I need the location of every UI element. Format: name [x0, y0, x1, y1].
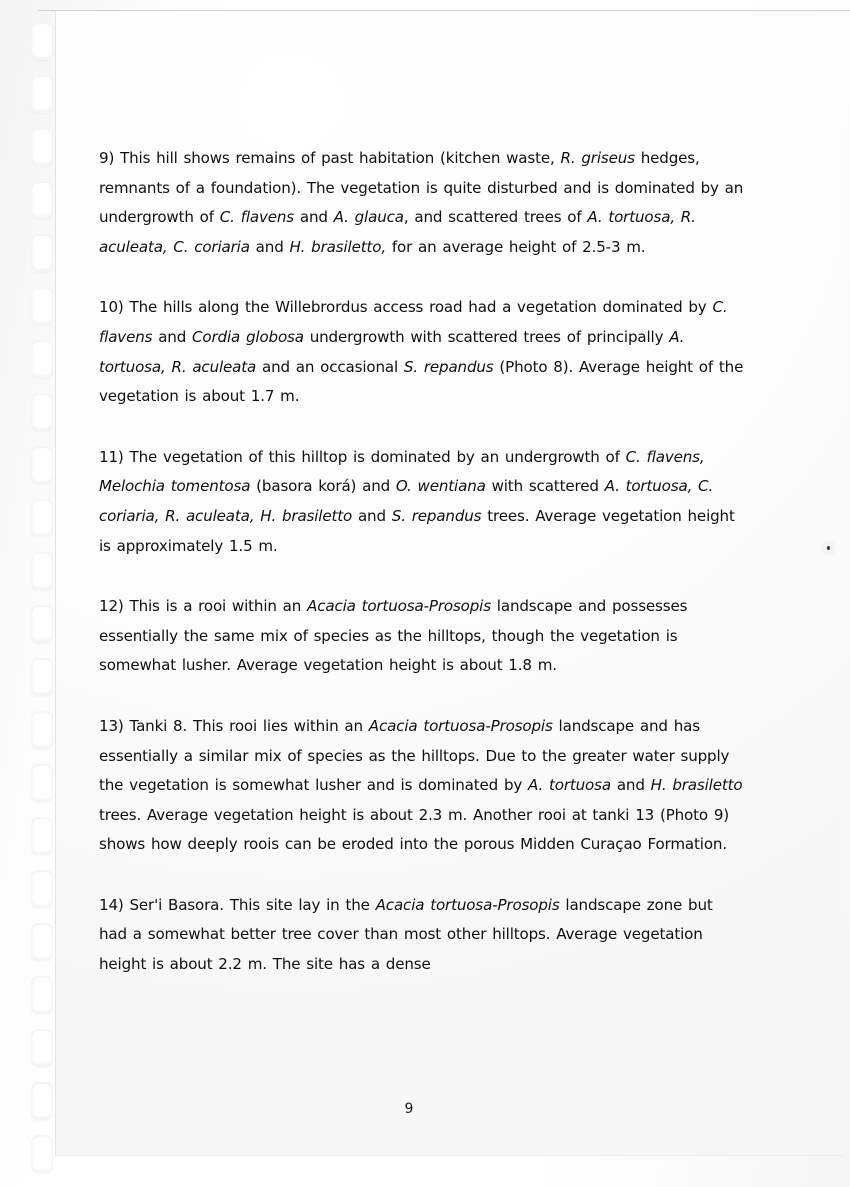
binding-punch-hole — [31, 711, 53, 749]
document-paragraph: 12) This is a rooi within an Acacia tortuosa-Prosopis landscape and possesses essentially the same mix of species as the hilltops, though the vegetation is somewhat lusher. Average vegetation height is about 1.8 m. — [99, 597, 688, 675]
binding-punch-hole — [31, 870, 53, 908]
binding-punch-hole — [31, 1135, 53, 1173]
page-number: 9 — [404, 1101, 414, 1117]
document-text-body — [99, 144, 744, 980]
binding-punch-hole — [31, 446, 53, 484]
binding-punch-hole — [31, 393, 53, 431]
binding-punch-hole — [31, 287, 53, 325]
binding-punch-hole — [31, 128, 53, 166]
binding-punch-hole — [31, 658, 53, 696]
sheet-bottom-edge — [55, 1155, 845, 1156]
binding-punch-hole — [31, 499, 53, 537]
document-paragraph: 14) Ser'i Basora. This site lay in the Acacia tortuosa-Prosopis landscape zone but had a somewhat better tree cover than most other hilltops. Average vegetation height is about 2.2 m. The site has a dense — [99, 895, 713, 974]
binding-punch-hole — [31, 976, 53, 1014]
binding-punch-hole — [31, 817, 53, 855]
binding-punch-hole — [31, 552, 53, 590]
scan-artifact-speck — [827, 546, 830, 550]
binding-punch-hole — [31, 22, 53, 60]
document-paragraph: 10) The hills along the Willebrordus access road had a vegetation dominated by C. flavens and Cordia globosa undergrowth with scattered trees of principally A. tortuosa, R. aculeata and an occasional S. repandus (Photo 8). Average height of the vegetation is about 1.7 m. — [99, 298, 744, 406]
binding-punch-hole — [31, 75, 53, 113]
binding-punch-hole — [31, 234, 53, 272]
binding-punch-hole — [31, 181, 53, 219]
document-paragraph: 11) The vegetation of this hilltop is dominated by an undergrowth of C. flavens, Melochia tomentosa (basora korá) and O. wentiana with scattered A. tortuosa, C. coriaria, R. aculeata, H. brasiletto and S. repandus trees. Average vegetation height is approximately 1.5 m. — [99, 447, 735, 555]
comb-binding-holes — [0, 0, 58, 1187]
binding-punch-hole — [31, 605, 53, 643]
binding-punch-hole — [31, 923, 53, 961]
document-paragraph: 9) This hill shows remains of past habitation (kitchen waste, R. griseus hedges, remnants of a foundation). The vegetation is quite disturbed and is dominated by an undergrowth of C. flavens and A. glauca, and scattered trees of A. tortuosa, R. aculeata, C. coriaria and H. brasiletto, for an average height of 2.5-3 m. — [99, 149, 744, 256]
scan-top-edge-line — [38, 10, 850, 11]
binding-punch-hole — [31, 1029, 53, 1067]
binding-punch-hole — [31, 340, 53, 378]
document-paragraph: 13) Tanki 8. This rooi lies within an Acacia tortuosa-Prosopis landscape and has essentially a similar mix of species as the hilltops. Due to the greater water supply the vegetation is somewhat lusher and is dominated by A. tortuosa and H. brasiletto trees. Average vegetation height is about 2.3 m. Another rooi at tanki 13 (Photo 9) shows how deeply roois can be eroded into the porous Midden Curaçao Formation. — [99, 716, 743, 854]
binding-punch-hole — [31, 764, 53, 802]
